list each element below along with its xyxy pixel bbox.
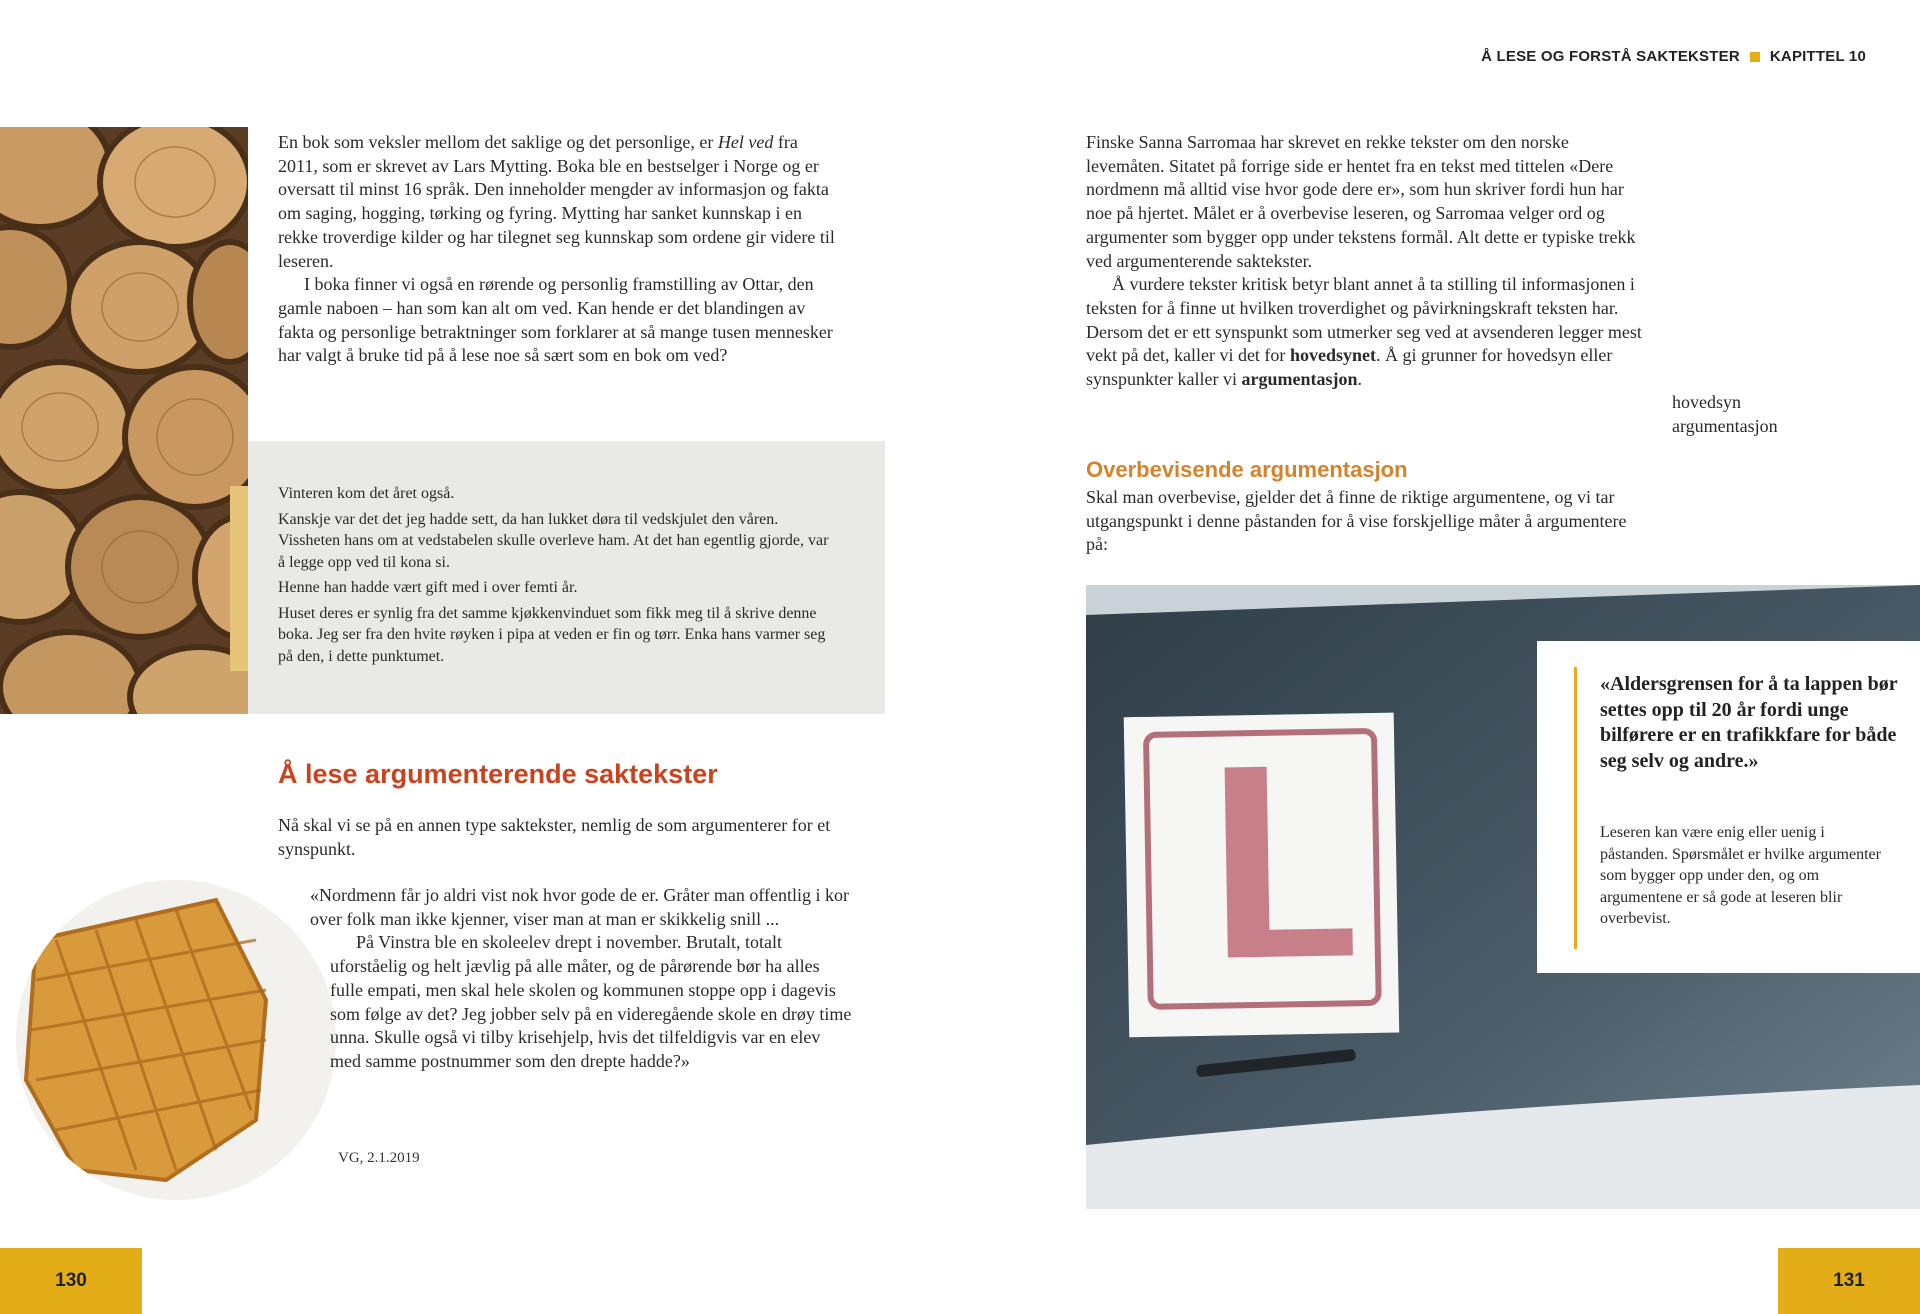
book-excerpt [278, 483, 838, 671]
claim-explanation: Leseren kan være enig eller uenig i påstanden. Spørsmålet er hvilke argumenter som bygger opp under den, og om argumentene er så gode at leseren blir overbevist. [1600, 824, 1881, 927]
claim-quote: «Aldersgrensen for å ta lappen bør settes opp til 20 år fordi unge bilførere er en trafikkfare for både seg selv og andre.» [1600, 673, 1898, 772]
term-hovedsynet: hovedsynet [1289, 345, 1376, 366]
excerpt-line: Kanskje var det det jeg hadde sett, da han lukket døra til vedskjulet den våren. Vissheten hans om at vedstabelen skulle overleve ham. At det han egentlig gjorde, var å legge opp ved til kona si. [278, 510, 829, 571]
book-title: Hel ved [717, 132, 774, 152]
running-header [1481, 48, 1866, 65]
header-section-title: Å LESE OG FORSTÅ SAKTEKSTER [1481, 48, 1740, 65]
header-square-icon [1750, 52, 1760, 62]
excerpt-line: Henne han hadde vært gift med i over femti år. [278, 579, 578, 596]
quote-source: VG, 2.1.2019 [338, 1150, 420, 1166]
margin-term: argumentasjon [1672, 415, 1778, 436]
quote-paragraph-2: På Vinstra ble en skoleelev drept i november. Brutalt, totalt uforståelig og helt jævlig på alle måter, og de pårørende bør ha alles fulle empati, men skal hele skolen og kommunen stoppe opp i dagevis som følge av det? Jeg jobber selv på en videregående skole en drøy time unna. Skulle også vi tilby krisehjelp, hvis det tilfeldigvis var en elev med samme postnummer som den drepte hadde?» [330, 932, 852, 1071]
waffle-photo [16, 880, 336, 1200]
section-heading-argumentative: Å lese argumenterende saktekster [278, 759, 718, 789]
page-number-left: 130 [0, 1248, 142, 1314]
persuasive-intro: Skal man overbevise, gjelder det å finne de riktige argumentene, og vi tar utgangspunkt i denne påstanden for å vise forskjellige måter å argumentere på: [1086, 487, 1627, 555]
excerpt-accent-bar [230, 486, 248, 671]
intro-paragraph-1: En bok som veksler mellom det saklige og det personlige, er Hel ved fra 2011, som er skrevet av Lars Mytting. Boka ble en bestselger i Norge og er oversatt til minst 16 språk. Den inneholder mengder av informasjon og fakta om saging, hogging, tørking og fyring. Mytting har sanket kunnskap i en rekke troverdige kilder og har tilegnet seg kunnskap som ordene gir videre til leseren. [278, 132, 835, 271]
argumentative-intro: Nå skal vi se på en annen type saktekster, nemlig de som argumenterer for et synspunkt. [278, 815, 831, 859]
right-intro-text [1086, 131, 1646, 392]
callout-accent-bar [1574, 667, 1577, 949]
margin-term: hovedsyn [1672, 392, 1741, 412]
right-paragraph-2: Å vurdere tekster kritisk betyr blant annet å ta stilling til informasjonen i teksten for å finne ut hvilken troverdighet og påvirkningskraft teksten har. Dersom det er ett synspunkt som utmerker seg ved at avsenderen legger mest vekt på det, kaller vi det for hovedsynet. Å gi grunner for hovedsyn eller synspunkter kaller vi argumentasjon. [1086, 274, 1642, 390]
quote-paragraph-1: «Nordmenn får jo aldri vist nok hvor gode de er. Gråter man offentlig i kor over folk man ikke kjenner, viser man at man er skikkelig snill ... [310, 885, 850, 929]
header-chapter: KAPITTEL 10 [1769, 48, 1866, 65]
intro-text [278, 131, 838, 368]
section-heading-persuasive: Overbevisende argumentasjon [1086, 457, 1408, 482]
right-paragraph-1: Finske Sanna Sarromaa har skrevet en rekke tekster om den norske levemåten. Sitatet på forrige side er hentet fra en tekst med tittelen «Dere nordmenn må alltid vise hvor gode dere er», som hun skriver fordi hun har noe på hjertet. Målet er å overbevise leseren, og Sarromaa velger ord og argumenter som bygger opp under tekstens formål. Alt dette er typiske trekk ved argumenterende saktekster. [1086, 132, 1636, 271]
firewood-photo [0, 127, 248, 714]
margin-terms [1672, 391, 1778, 438]
intro-paragraph-2: I boka finner vi også en rørende og personlig framstilling av Ottar, den gamle naboen – han som kan alt om ved. Kan hende er det blandingen av fakta og personlige betraktninger som forklarer at så mange tusen mennesker har valgt å bruke tid på å lese noe så sært som en bok om ved? [278, 274, 833, 366]
vg-quote [310, 884, 855, 1074]
term-argumentasjon: argumentasjon [1241, 369, 1358, 390]
page-number-right: 131 [1778, 1248, 1920, 1314]
excerpt-line: Huset deres er synlig fra det samme kjøkkenvinduet som fikk meg til å skrive denne boka. Jeg ser fra den hvite røyken i pipa at veden er fin og tørr. Enka hans varmer seg på den, i dette punktumet. [278, 604, 826, 665]
excerpt-line: Vinteren kom det året også. [278, 485, 455, 502]
